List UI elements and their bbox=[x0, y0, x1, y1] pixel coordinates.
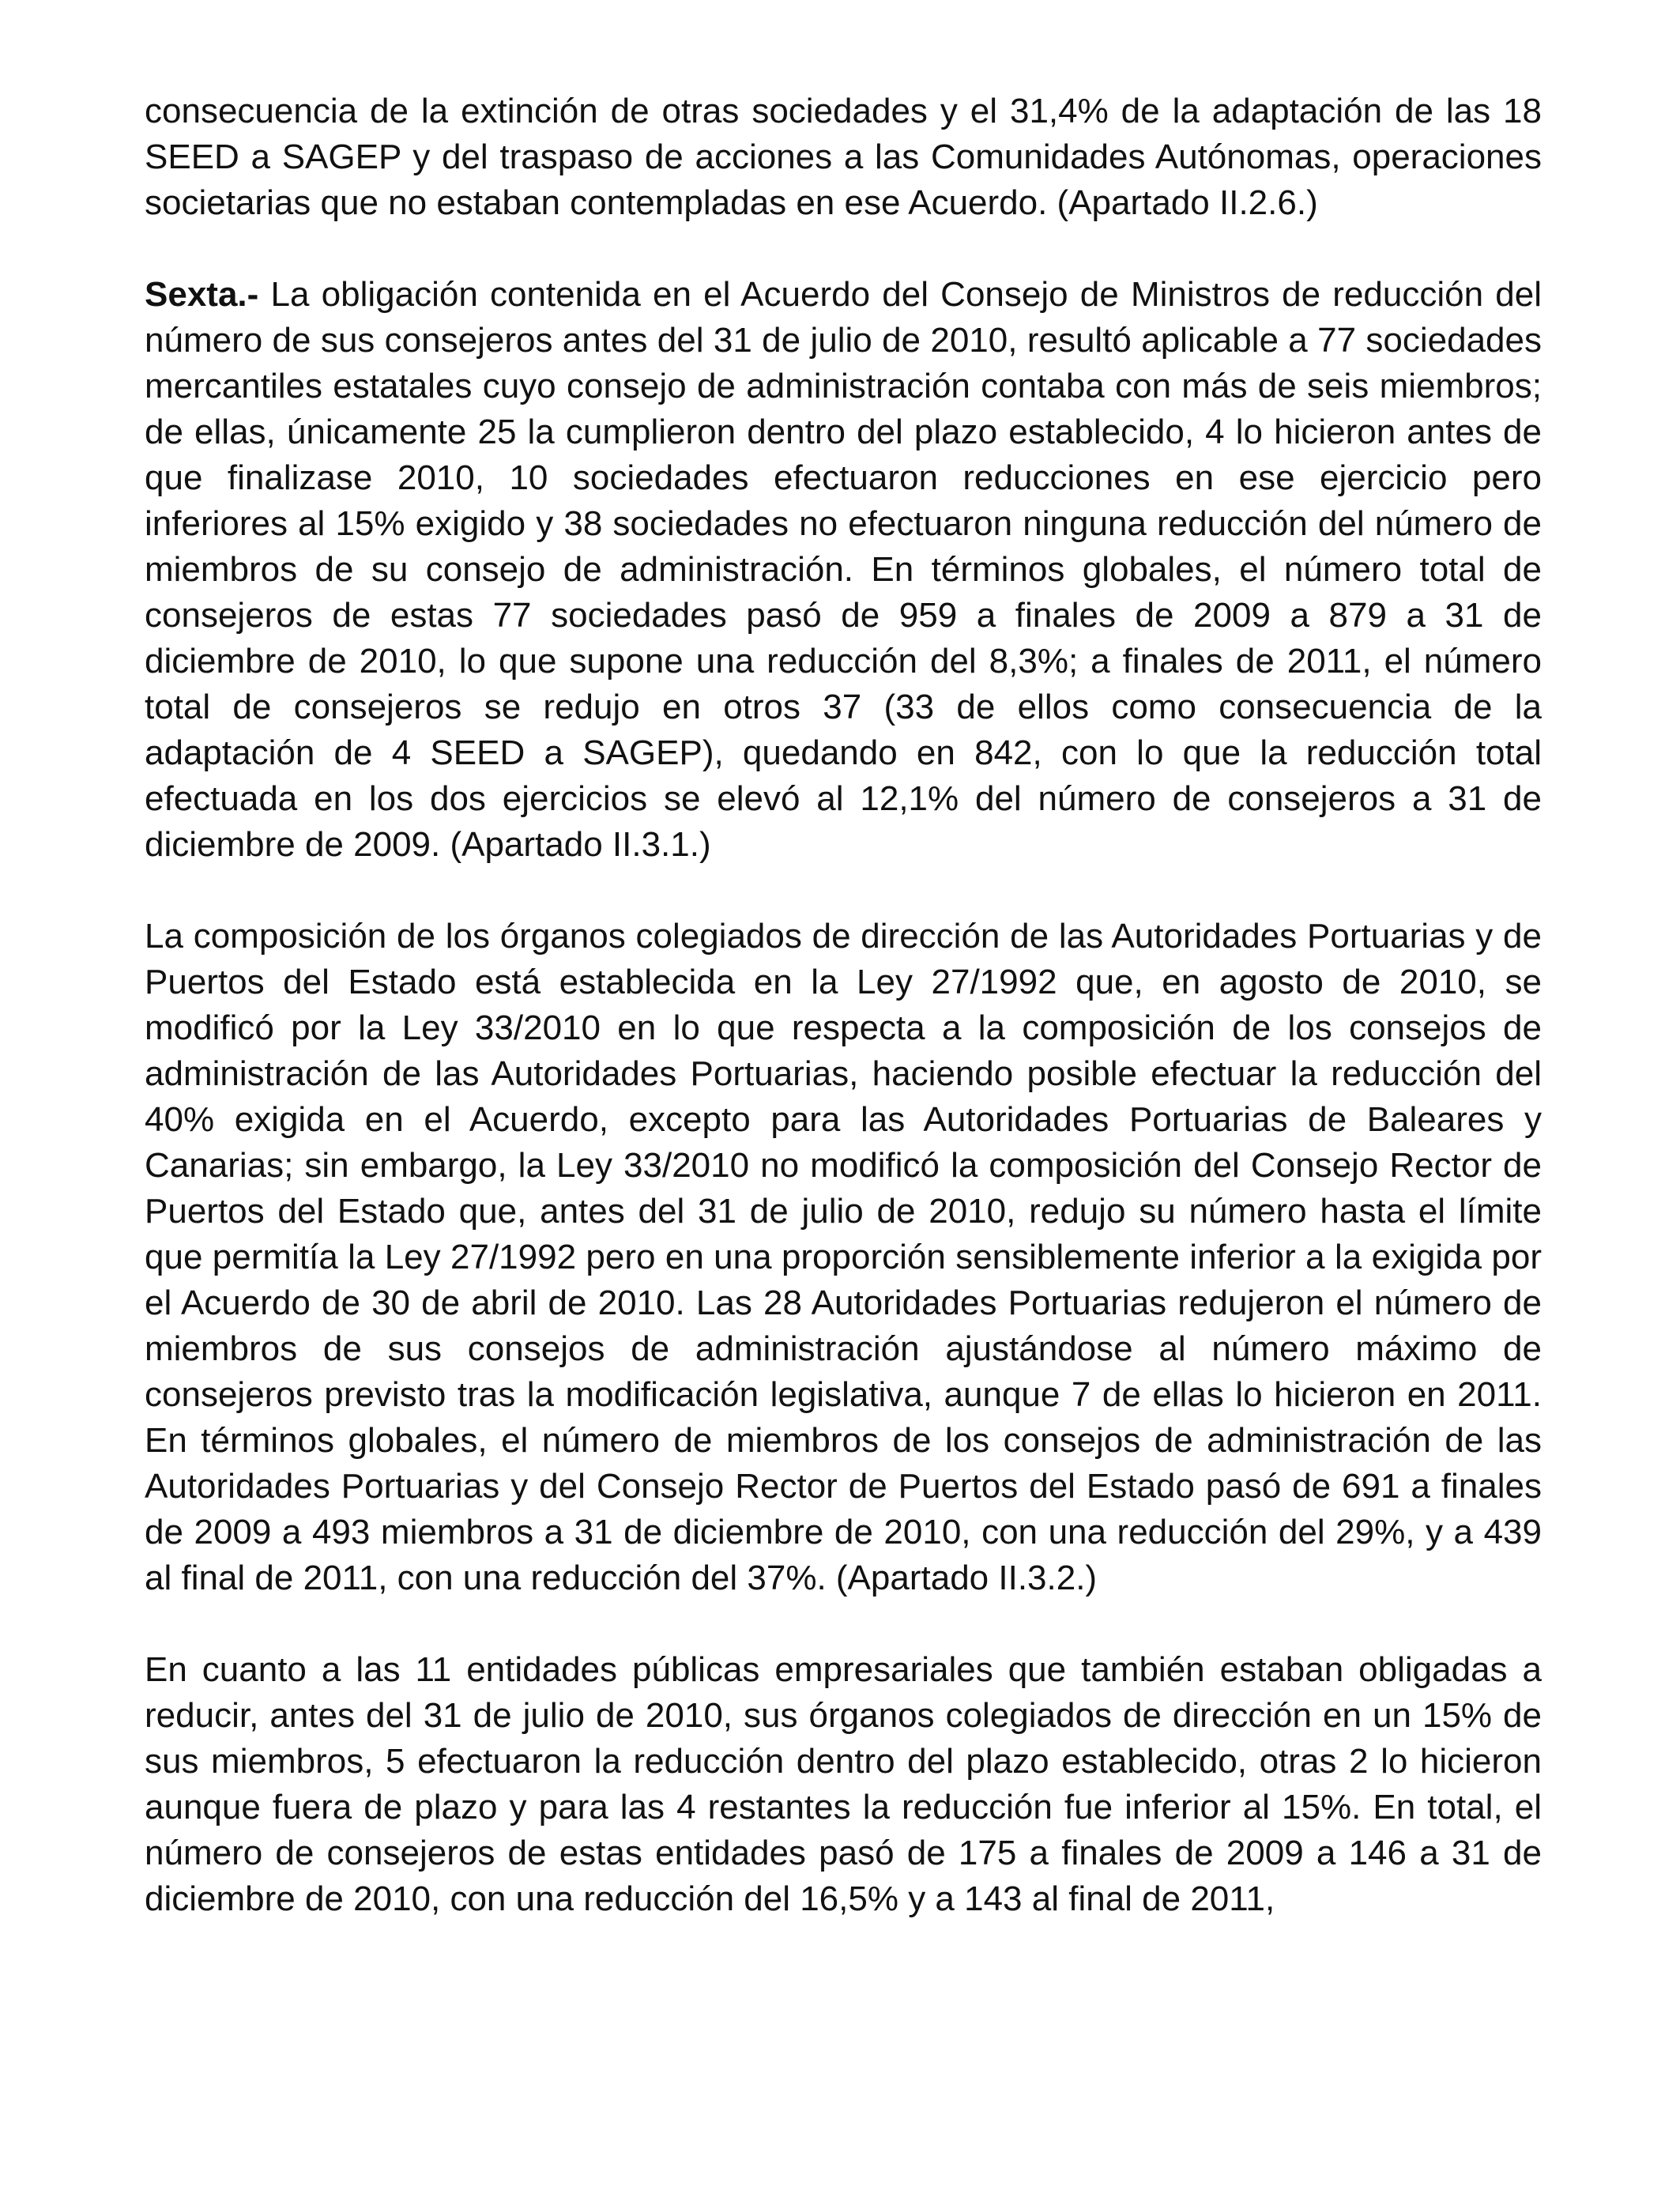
document-page bbox=[145, 89, 1542, 1922]
paragraph-text: En cuanto a las 11 entidades públicas empresariales que también estaban obligadas a reducir, antes del 31 de julio de 2010, sus órganos colegiados de dirección en un 15% de sus miembros, 5 efectuaron la reducción dentro del plazo establecido, otras 2 lo hicieron aunque fuera de plazo y para las 4 restantes la reducción fue inferior al 15%. En total, el número de consejeros de estas entidades pasó de 175 a finales de 2009 a 146 a 31 de diciembre de 2010, con una reducción del 16,5% y a 143 al final de 2011, bbox=[145, 1650, 1542, 1918]
paragraph-continuation bbox=[145, 89, 1542, 226]
paragraph-lead: Sexta.- bbox=[145, 275, 259, 314]
paragraph-text: La composición de los órganos colegiados de dirección de las Autoridades Portuarias y de Puertos del Estado está establecida en la Ley 27/1992 que, en agosto de 2010, se modificó por la Ley 33/2010 en lo que respecta a la composición de los consejos de administración de las Autoridades Portuarias, haciendo posible efectuar la reducción del 40% exigida en el Acuerdo, excepto para las Autoridades Portuarias de Baleares y Canarias; sin embargo, la Ley 33/2010 no modificó la composición del Consejo Rector de Puertos del Estado que, antes del 31 de julio de 2010, redujo su número hasta el límite que permitía la Ley 27/1992 pero en una proporción sensiblemente inferior a la exigida por el Acuerdo de 30 de abril de 2010. Las 28 Autoridades Portuarias redujeron el número de miembros de sus consejos de administración ajustándose al número máximo de consejeros previsto tras la modificación legislativa, aunque 7 de ellas lo hicieron en 2011. En términos globales, el número de miembros de los consejos de administración de las Autoridades Portuarias y del Consejo Rector de Puertos del Estado pasó de 691 a finales de 2009 a 493 miembros a 31 de diciembre de 2010, con una reducción del 29%, y a 439 al final de 2011, con una reducción del 37%. (Apartado II.3.2.) bbox=[145, 917, 1542, 1597]
paragraph-entidades-publicas bbox=[145, 1647, 1542, 1922]
paragraph-text: La obligación contenida en el Acuerdo del Consejo de Ministros de reducción del número de sus consejeros antes del 31 de julio de 2010, resultó aplicable a 77 sociedades mercantiles estatales cuyo consejo de administración contaba con más de seis miembros; de ellas, únicamente 25 la cumplieron dentro del plazo establecido, 4 lo hicieron antes de que finalizase 2010, 10 sociedades efectuaron reducciones en ese ejercicio pero inferiores al 15% exigido y 38 sociedades no efectuaron ninguna reducción del número de miembros de su consejo de administración. En términos globales, el número total de consejeros de estas 77 sociedades pasó de 959 a finales de 2009 a 879 a 31 de diciembre de 2010, lo que supone una reducción del 8,3%; a finales de 2011, el número total de consejeros se redujo en otros 37 (33 de ellos como consecuencia de la adaptación de 4 SEED a SAGEP), quedando en 842, con lo que la reducción total efectuada en los dos ejercicios se elevó al 12,1% del número de consejeros a 31 de diciembre de 2009. (Apartado II.3.1.) bbox=[145, 275, 1542, 864]
paragraph-text: consecuencia de la extinción de otras sociedades y el 31,4% de la adaptación de las 18 SEED a SAGEP y del traspaso de acciones a las Comunidades Autónomas, operaciones societarias que no estaban contempladas en ese Acuerdo. (Apartado II.2.6.) bbox=[145, 92, 1542, 222]
paragraph-sexta bbox=[145, 272, 1542, 868]
paragraph-autoridades-portuarias bbox=[145, 914, 1542, 1601]
